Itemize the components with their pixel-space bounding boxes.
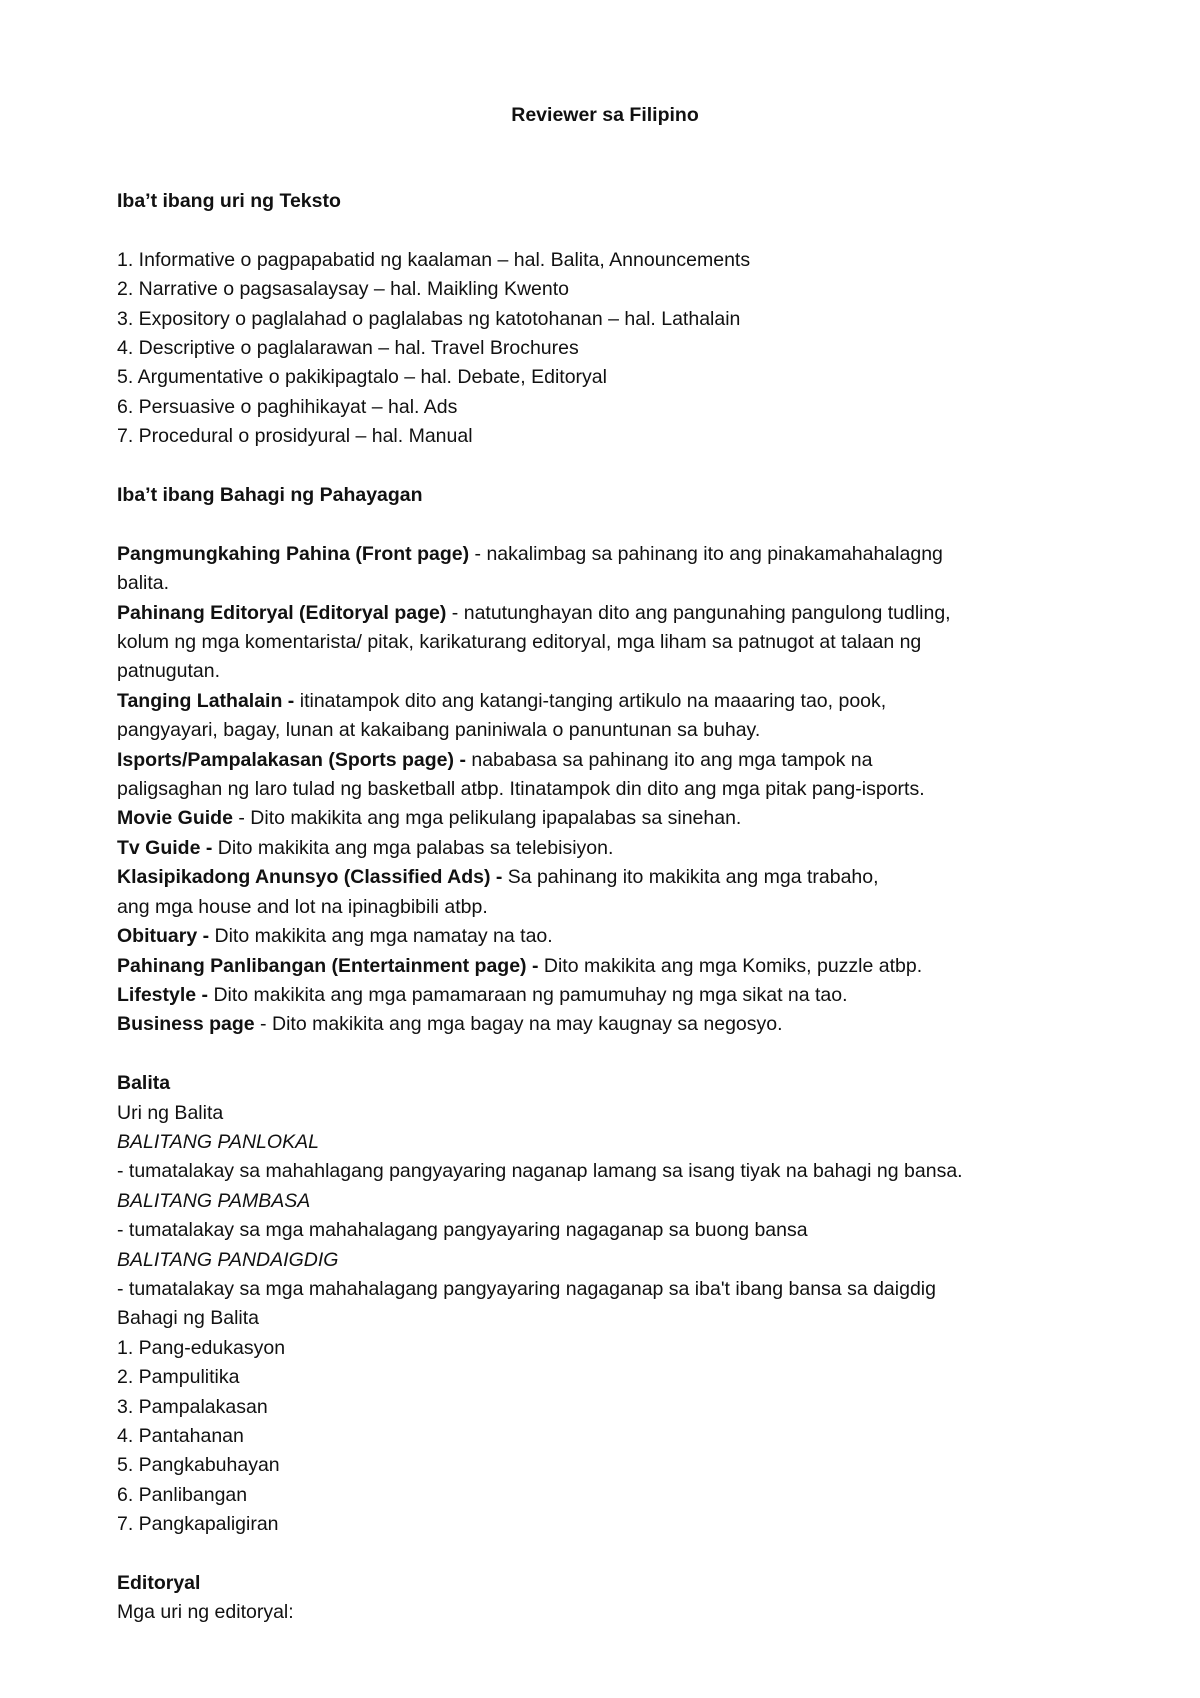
news-type-name: BALITANG PANLOKAL <box>117 1130 319 1153</box>
list-item: 3. Expository o paglalahad o paglalabas ng katotohanan – hal. Lathalain <box>117 307 741 330</box>
section-heading: Balita <box>117 1072 171 1095</box>
definition-text: Sa pahinang ito makikita ang mga trabaho, <box>507 866 879 889</box>
definition-text: ang mga house and lot na ipinagbibili atbp. <box>117 895 488 918</box>
subsection-label: Uri ng Balita <box>117 1101 224 1124</box>
list-item: 7. Procedural o prosidyural – hal. Manual <box>117 425 473 448</box>
list-item: 4. Descriptive o paglalarawan – hal. Travel Brochures <box>117 337 579 360</box>
definition-text: pangyayari, bagay, lunan at kakaibang paniniwala o panuntunan sa buhay. <box>117 719 761 742</box>
definition-term: Obituary - <box>117 925 210 948</box>
list-item: 6. Persuasive o paghihikayat – hal. Ads <box>117 395 458 418</box>
definition-separator: - <box>446 601 464 624</box>
definition-text: Dito makikita ang mga bagay na may kaugnay sa negosyo. <box>271 1013 783 1036</box>
definition-term: Tanging Lathalain - <box>117 689 295 712</box>
news-type-name: BALITANG PANDAIGDIG <box>117 1248 339 1271</box>
list-item: 6. Panlibangan <box>117 1483 248 1506</box>
definition-separator: - <box>469 542 487 565</box>
definition-term: Pahinang Panlibangan (Entertainment page) - <box>117 954 539 977</box>
list-item: 3. Pampalakasan <box>117 1395 268 1418</box>
section-editoryal <box>117 1569 1107 1628</box>
definition-term: Business page <box>117 1013 255 1036</box>
news-type-description: - tumatalakay sa mahahlagang pangyayaring naganap lamang sa isang tiyak na bahagi ng bansa. <box>117 1160 963 1183</box>
definition-entry <box>117 863 1107 892</box>
list-item: 7. Pangkapaligiran <box>117 1513 279 1536</box>
definition-term: Movie Guide <box>117 807 233 830</box>
section-heading: Iba’t ibang Bahagi ng Pahayagan <box>117 484 423 507</box>
list-item: 5. Pangkabuhayan <box>117 1454 280 1477</box>
definition-text: Dito makikita ang mga pamamaraan ng pamumuhay ng mga sikat na tao. <box>213 983 848 1006</box>
document-title: Reviewer sa Filipino <box>511 104 699 126</box>
list-item: 4. Pantahanan <box>117 1425 244 1447</box>
definition-entry <box>117 804 1107 833</box>
list-item: 2. Narrative o pagsasalaysay – hal. Maikling Kwento <box>117 278 569 301</box>
document-body <box>117 187 1107 1628</box>
definition-text: itinatampok dito ang katangi-tanging artikulo na maaaring tao, pook, <box>299 689 887 712</box>
definition-entry <box>117 599 1107 628</box>
section-pahayagan <box>117 481 1107 1040</box>
definition-term: Tv Guide - <box>117 836 213 859</box>
definition-text: nababasa sa pahinang ito ang mga tampok na <box>471 748 873 771</box>
list-item: 5. Argumentative o pakikipagtalo – hal. Debate, Editoryal <box>117 366 607 389</box>
section-heading: Editoryal <box>117 1572 201 1595</box>
definition-text: Dito makikita ang mga palabas sa telebisiyon. <box>217 836 614 859</box>
list-item: 2. Pampulitika <box>117 1366 240 1389</box>
definition-text: natutunghayan dito ang pangunahing pangulong tudling, <box>463 601 951 624</box>
section-heading: Iba’t ibang uri ng Teksto <box>117 190 341 212</box>
definition-text: Dito makikita ang mga pelikulang ipapalabas sa sinehan. <box>250 807 742 830</box>
list-item: 1. Pang-edukasyon <box>117 1336 286 1359</box>
definition-entry <box>117 687 1107 716</box>
definition-entry <box>117 952 1107 981</box>
list-item: 1. Informative o pagpapabatid ng kaalaman – hal. Balita, Announcements <box>117 248 751 271</box>
definition-separator: - <box>232 807 251 830</box>
definition-term: Pahinang Editoryal (Editoryal page) <box>117 601 447 624</box>
definition-separator: - <box>254 1013 272 1036</box>
definition-term: Klasipikadong Anunsyo (Classified Ads) - <box>117 866 503 889</box>
subsection-label: Bahagi ng Balita <box>117 1307 260 1330</box>
news-type-name: BALITANG PAMBASA <box>117 1189 311 1212</box>
news-type-description: - tumatalakay sa mga mahahalagang pangyayaring nagaganap sa buong bansa <box>117 1219 808 1242</box>
subsection-label: Mga uri ng editoryal: <box>117 1601 294 1624</box>
definition-entry <box>117 981 1107 1010</box>
definition-text: paligsaghan ng laro tulad ng basketball atbp. Itinatampok din dito ang mga pitak pang-isports. <box>117 778 925 801</box>
definition-entry <box>117 1010 1107 1039</box>
section-teksto <box>117 187 1107 452</box>
definition-entry <box>117 834 1107 863</box>
definition-entry <box>117 922 1107 951</box>
definition-text: patnugutan. <box>117 660 221 683</box>
definition-entry <box>117 746 1107 775</box>
definition-text: Dito makikita ang mga namatay na tao. <box>214 925 553 948</box>
definition-entry <box>117 540 1107 569</box>
news-type-description: - tumatalakay sa mga mahahalagang pangyayaring nagaganap sa iba't ibang bansa sa daigdig <box>117 1277 936 1300</box>
definition-text: nakalimbag sa pahinang ito ang pinakamahahalagng <box>486 542 943 565</box>
definition-term: Lifestyle - <box>117 983 209 1006</box>
definition-term: Pangmungkahing Pahina (Front page) <box>117 542 470 565</box>
section-balita <box>117 1069 1107 1540</box>
definition-text: balita. <box>117 572 170 595</box>
definition-text: kolum ng mga komentarista/ pitak, karikaturang editoryal, mga liham sa patnugot at talaan ng <box>117 631 922 654</box>
definition-text: Dito makikita ang mga Komiks, puzzle atbp. <box>543 954 923 977</box>
definition-term: Isports/Pampalakasan (Sports page) - <box>117 748 466 771</box>
